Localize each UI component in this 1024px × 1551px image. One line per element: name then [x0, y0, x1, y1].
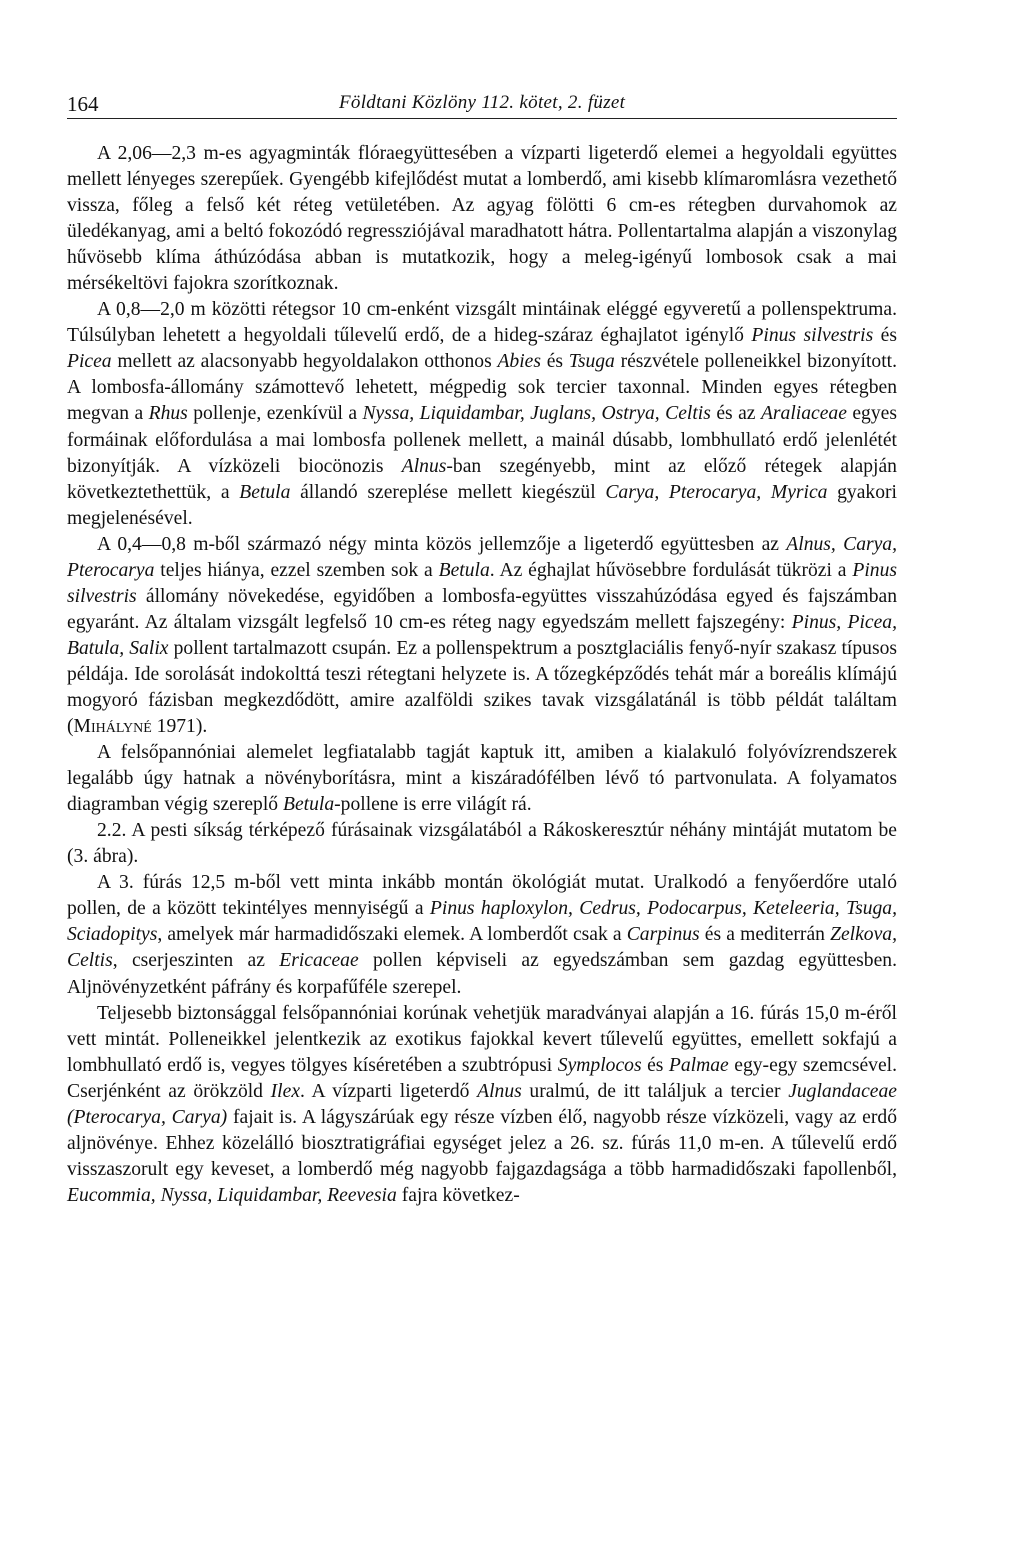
- text-run: uralmú, de itt találjuk a tercier: [521, 1080, 789, 1102]
- italic-text: Rhus: [148, 403, 188, 425]
- text-run: A 2,06—2,3 m-es agyagminták flóraegyüttesében a vízparti ligeterdő elemei a hegyoldali együttes mellett lényeges szerepűek. Gyengébb kifejlődést mutat a lomberdő, ami kisebb klímaromlásra vezethető vissza, főleg a felső két réteg vetületében. Az agyag fölötti 6 cm-es rétegben durvahomok az üledékanyag, ami a beltó fokozódó regressziójával maradhatott hátra. Pollentartalma alapján a viszonylag hűvösebb klíma áthúzódása abban is mutatkozik, hogy a meleg-igényű lombosok csak a mai mérsékeltövi fajokra szorítkoznak.: [67, 143, 897, 295]
- paragraph: [67, 818, 897, 870]
- text-run: A felsőpannóniai alemelet legfiatalabb tagját kaptuk itt, amiben a kialakuló folyóvízrendszerek legalább úgy hatnak a növényborításra, mint a kiszáradófélben lévő tó partvonulata. A folyamatos diagramban végig szereplő: [67, 742, 897, 816]
- text-run: . Az éghajlat hűvösebbre fordulását tükrözi a: [489, 559, 853, 581]
- italic-text: Eucommia, Nyssa, Liquidambar, Reevesia: [67, 1184, 397, 1206]
- text-run: . A vízparti ligeterdő: [300, 1080, 478, 1102]
- small-caps-text: Mihályné: [73, 716, 152, 738]
- text-run: és: [540, 351, 569, 373]
- text-run: fajait is. A lágyszárúak egy része vízben élő, nagyobb része vízközeli, vagy az erdő aljnövénye. Ehhez közelálló biosztratigráfiai egységet jelez a 26. sz. fúrás 11,0 m-en. A tűlevelű erdő visszaszorult egy keveset, a lomberdő még nagyobb fajgazdagsága a több harmadidőszaki fapollenből,: [67, 1106, 897, 1180]
- italic-text: Alnus: [477, 1080, 522, 1102]
- paragraph: [67, 870, 897, 1000]
- italic-text: Pinus silvestris: [751, 325, 874, 347]
- text-run: mellett az alacsonyabb hegyoldalakon otthonos: [111, 351, 498, 373]
- italic-text: Pinus silvestris: [67, 559, 897, 607]
- running-head: Földtani Közlöny 112. kötet, 2. füzet: [339, 92, 626, 113]
- text-run: A 3. fúrás 12,5 m-ből vett minta inkább montán ökológiát mutat. Uralkodó a fenyőerdőre utaló pollen, de a között tekintélyes mennyiségű a: [67, 872, 897, 920]
- italic-text: Abies: [497, 351, 541, 373]
- text-run: egy-egy szemcsével. Cserjénként az örökzöld: [67, 1054, 897, 1102]
- italic-text: Betula: [239, 481, 291, 503]
- text-run: és a mediterrán: [699, 924, 831, 946]
- text-run: pollen képviseli az egyedszámban sem gazdag együttesben. Aljnövényzetként páfrány és korpafűféle szerepel.: [67, 950, 897, 998]
- page-number: 164: [67, 92, 99, 116]
- italic-text: Juglandaceae (Pterocarya, Carya): [67, 1080, 897, 1128]
- page-header: [67, 88, 897, 119]
- italic-text: Pinus, Picea, Batula, Salix: [67, 611, 897, 659]
- italic-text: Betula: [283, 794, 335, 816]
- italic-text: Tsuga: [568, 351, 615, 373]
- text-run: állandó szereplése mellett kiegészül: [290, 481, 606, 503]
- italic-text: Ilex: [270, 1080, 301, 1102]
- text-run: teljes hiánya, ezzel szemben sok a: [154, 559, 439, 581]
- text-run: és: [873, 325, 897, 347]
- text-run: egyes formáinak előfordulása a mai lombosfa pollenek mellett, a mainál dúsabb, lombhullató erdő jelenlétét bizonyítják. A vízközeli biocönozis: [67, 403, 897, 477]
- paragraph: [67, 297, 897, 531]
- italic-text: Carya, Pterocarya, Myrica: [605, 481, 828, 503]
- italic-text: Betula: [438, 559, 490, 581]
- text-run: , cserjeszinten az: [112, 950, 280, 972]
- text-run: és: [641, 1054, 669, 1076]
- body-text: [67, 141, 897, 1209]
- text-run: A 0,4—0,8 m-ből származó négy minta közös jellemzője a ligeterdő együttesben az: [97, 533, 787, 555]
- italic-text: Picea: [67, 351, 112, 373]
- italic-text: Alnus: [401, 455, 447, 477]
- text-run: pollent tartalmazott csupán. Ez a pollenspektrum a posztglaciális fenyő-nyír szakasz típusos példája. Ide sorolását indokolttá teszi rétegtani helyzete is. A tőzegképződés tehát már a boreális klímájú mogyoró fázisban megkezdődött, amire azalföldi szikes tavak vizsgálatánál is több példát találtam (: [67, 637, 897, 738]
- italic-text: Symplocos: [557, 1054, 642, 1076]
- text-run: A 0,8—2,0 m közötti rétegsor 10 cm-enként vizsgált mintáinak eléggé egyveretű a pollenspektruma. Túlsúlyban lehetett a hegyoldali tűlevelű erdő, de a hideg-száraz éghajlatot igénylő: [67, 299, 897, 347]
- text-run: gyakori megjelenésével.: [67, 481, 897, 529]
- paragraph: [67, 141, 897, 297]
- paragraph: [67, 740, 897, 818]
- text-run: 1971).: [151, 716, 208, 738]
- italic-text: Nyssa, Liquidambar, Juglans, Ostrya, Celtis: [362, 403, 711, 425]
- italic-text: Palmae: [668, 1054, 729, 1076]
- text-run: 2.2. A pesti síkság térképező fúrásainak vizsgálatából a Rákoskeresztúr néhány mintáját mutatom be (3. ábra).: [67, 820, 897, 868]
- paragraph: [67, 532, 897, 740]
- italic-text: Carpinus: [626, 924, 700, 946]
- italic-text: Alnus, Carya, Pterocarya: [67, 533, 898, 581]
- italic-text: Zelkova, Celtis: [67, 924, 897, 972]
- italic-text: Ericaceae: [279, 950, 359, 972]
- text-run: állomány növekedése, egyidőben a lombosfa-együttes visszahúzódása egyed és fajszámban egyaránt. Az általam vizsgált legfelső 10 cm-es réteg nagy egyedszám mellett fajszegény:: [67, 585, 897, 633]
- text-run: -ban szegényebb, mint az előző rétegek alapján következtethettük, a: [67, 455, 897, 503]
- text-run: , amelyek már harmadidőszaki elemek. A lomberdőt csak a: [157, 924, 627, 946]
- text-run: Teljesebb biztonsággal felsőpannóniai korúnak vehetjük maradványai alapján a 16. fúrás 15,0 m-éről vett mintát. Polleneikkel jelentkezik az exotikus fajokkal kevert tűlevelű együttes, emellett sokfajú a lombhullató erdő is, vegyes tölgyes kíséretében a szubtrópusi: [67, 1002, 897, 1076]
- paragraph: [67, 1001, 897, 1209]
- page: [67, 88, 897, 1209]
- italic-text: Araliaceae: [760, 403, 847, 425]
- text-run: részvétele polleneikkel bizonyított. A lombosfa-állomány számottevő lehetett, mégpedig sok tercier taxonnal. Minden egyes rétegben megvan a: [67, 351, 897, 425]
- text-run: -pollene is erre világít rá.: [334, 794, 532, 816]
- text-run: fajra következ-: [396, 1184, 520, 1206]
- text-run: és az: [710, 403, 761, 425]
- text-run: pollenje, ezenkívül a: [187, 403, 363, 425]
- italic-text: Pinus haploxylon, Cedrus, Podocarpus, Keteleeria, Tsuga, Sciadopitys: [67, 898, 897, 946]
